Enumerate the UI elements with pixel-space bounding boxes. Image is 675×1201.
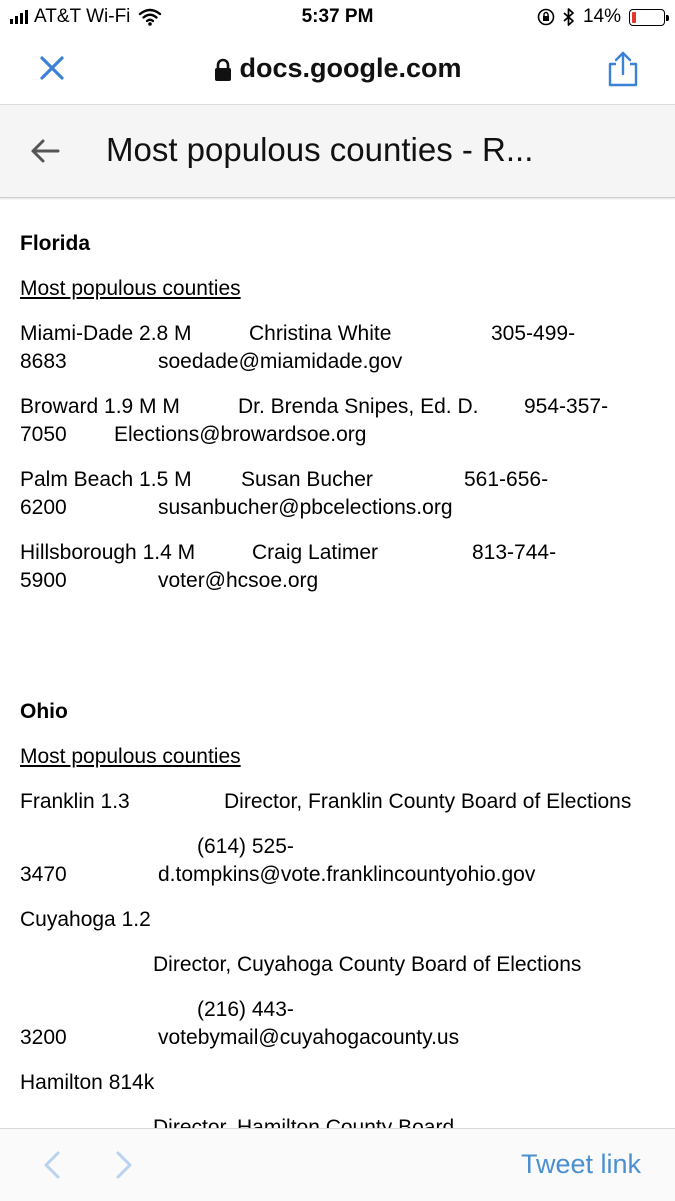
status-bar-right bbox=[537, 6, 665, 28]
county-name: Hamilton 814k bbox=[20, 1071, 155, 1094]
orientation-lock-icon bbox=[537, 8, 555, 26]
phone-part-1: (614) 525- bbox=[197, 835, 294, 858]
share-icon[interactable] bbox=[605, 50, 641, 88]
contact-name: Craig Latimer bbox=[252, 541, 379, 564]
state-heading-florida: Florida bbox=[20, 232, 91, 255]
phone-part-1: 305-499- bbox=[491, 322, 576, 345]
phone-part-2: 5900 bbox=[20, 569, 67, 592]
lock-icon bbox=[213, 58, 233, 82]
battery-percent: 14% bbox=[582, 6, 621, 27]
phone-part-2: 3200 bbox=[20, 1026, 67, 1049]
county-name: Miami-Dade 2.8 M bbox=[20, 322, 192, 345]
contact-name: Dr. Brenda Snipes, Ed. D. bbox=[238, 395, 479, 418]
section-heading-florida: Most populous counties bbox=[20, 277, 241, 300]
tweet-link-button[interactable]: Tweet link bbox=[520, 1149, 641, 1179]
county-name: Hillsborough 1.4 M bbox=[20, 541, 196, 564]
chevron-right-icon[interactable] bbox=[110, 1149, 138, 1181]
phone-part-1: 561-656- bbox=[464, 468, 549, 491]
state-heading-ohio: Ohio bbox=[20, 700, 68, 723]
phone-part-2: 8683 bbox=[20, 350, 67, 373]
contact-name: Susan Bucher bbox=[241, 468, 373, 491]
url-domain: docs.google.com bbox=[239, 53, 462, 83]
contact-name: Director, Cuyahoga County Board of Elections bbox=[153, 953, 582, 976]
battery-icon bbox=[629, 9, 665, 26]
email: d.tompkins@vote.franklincountyohio.gov bbox=[158, 863, 536, 886]
clock: 5:37 PM bbox=[301, 6, 374, 27]
email: voter@hcsoe.org bbox=[158, 569, 319, 592]
email: votebymail@cuyahogacounty.us bbox=[158, 1026, 460, 1049]
bluetooth-icon bbox=[563, 7, 575, 27]
phone-part-1: (216) 443- bbox=[197, 998, 294, 1021]
url-bar bbox=[0, 36, 675, 104]
arrow-left-icon[interactable] bbox=[28, 135, 62, 167]
phone-part-2: 3470 bbox=[20, 863, 67, 886]
section-heading-ohio: Most populous counties bbox=[20, 745, 241, 768]
phone-part-2: 7050 bbox=[20, 423, 67, 446]
document-title: Most populous counties - R... bbox=[106, 131, 534, 168]
email: Elections@browardsoe.org bbox=[114, 423, 367, 446]
chevron-left-icon[interactable] bbox=[38, 1149, 66, 1181]
phone-part-1: 813-744- bbox=[472, 541, 557, 564]
contact-name: Christina White bbox=[249, 322, 392, 345]
phone-part-1: 954-357- bbox=[524, 395, 609, 418]
status-bar bbox=[0, 0, 675, 36]
url-display[interactable] bbox=[0, 53, 675, 84]
carrier-label: AT&T Wi-Fi bbox=[34, 6, 131, 27]
email: soedade@miamidade.gov bbox=[158, 350, 403, 373]
county-name: Cuyahoga 1.2 bbox=[20, 908, 151, 931]
contact-name: Director, Franklin County Board of Elections bbox=[224, 790, 632, 813]
county-name: Broward 1.9 M M bbox=[20, 395, 180, 418]
email: susanbucher@pbcelections.org bbox=[158, 496, 453, 519]
county-name: Palm Beach 1.5 M bbox=[20, 468, 192, 491]
phone-part-2: 6200 bbox=[20, 496, 67, 519]
bottom-toolbar bbox=[0, 1128, 675, 1201]
county-name: Franklin 1.3 bbox=[20, 790, 130, 813]
document-header bbox=[0, 104, 675, 198]
